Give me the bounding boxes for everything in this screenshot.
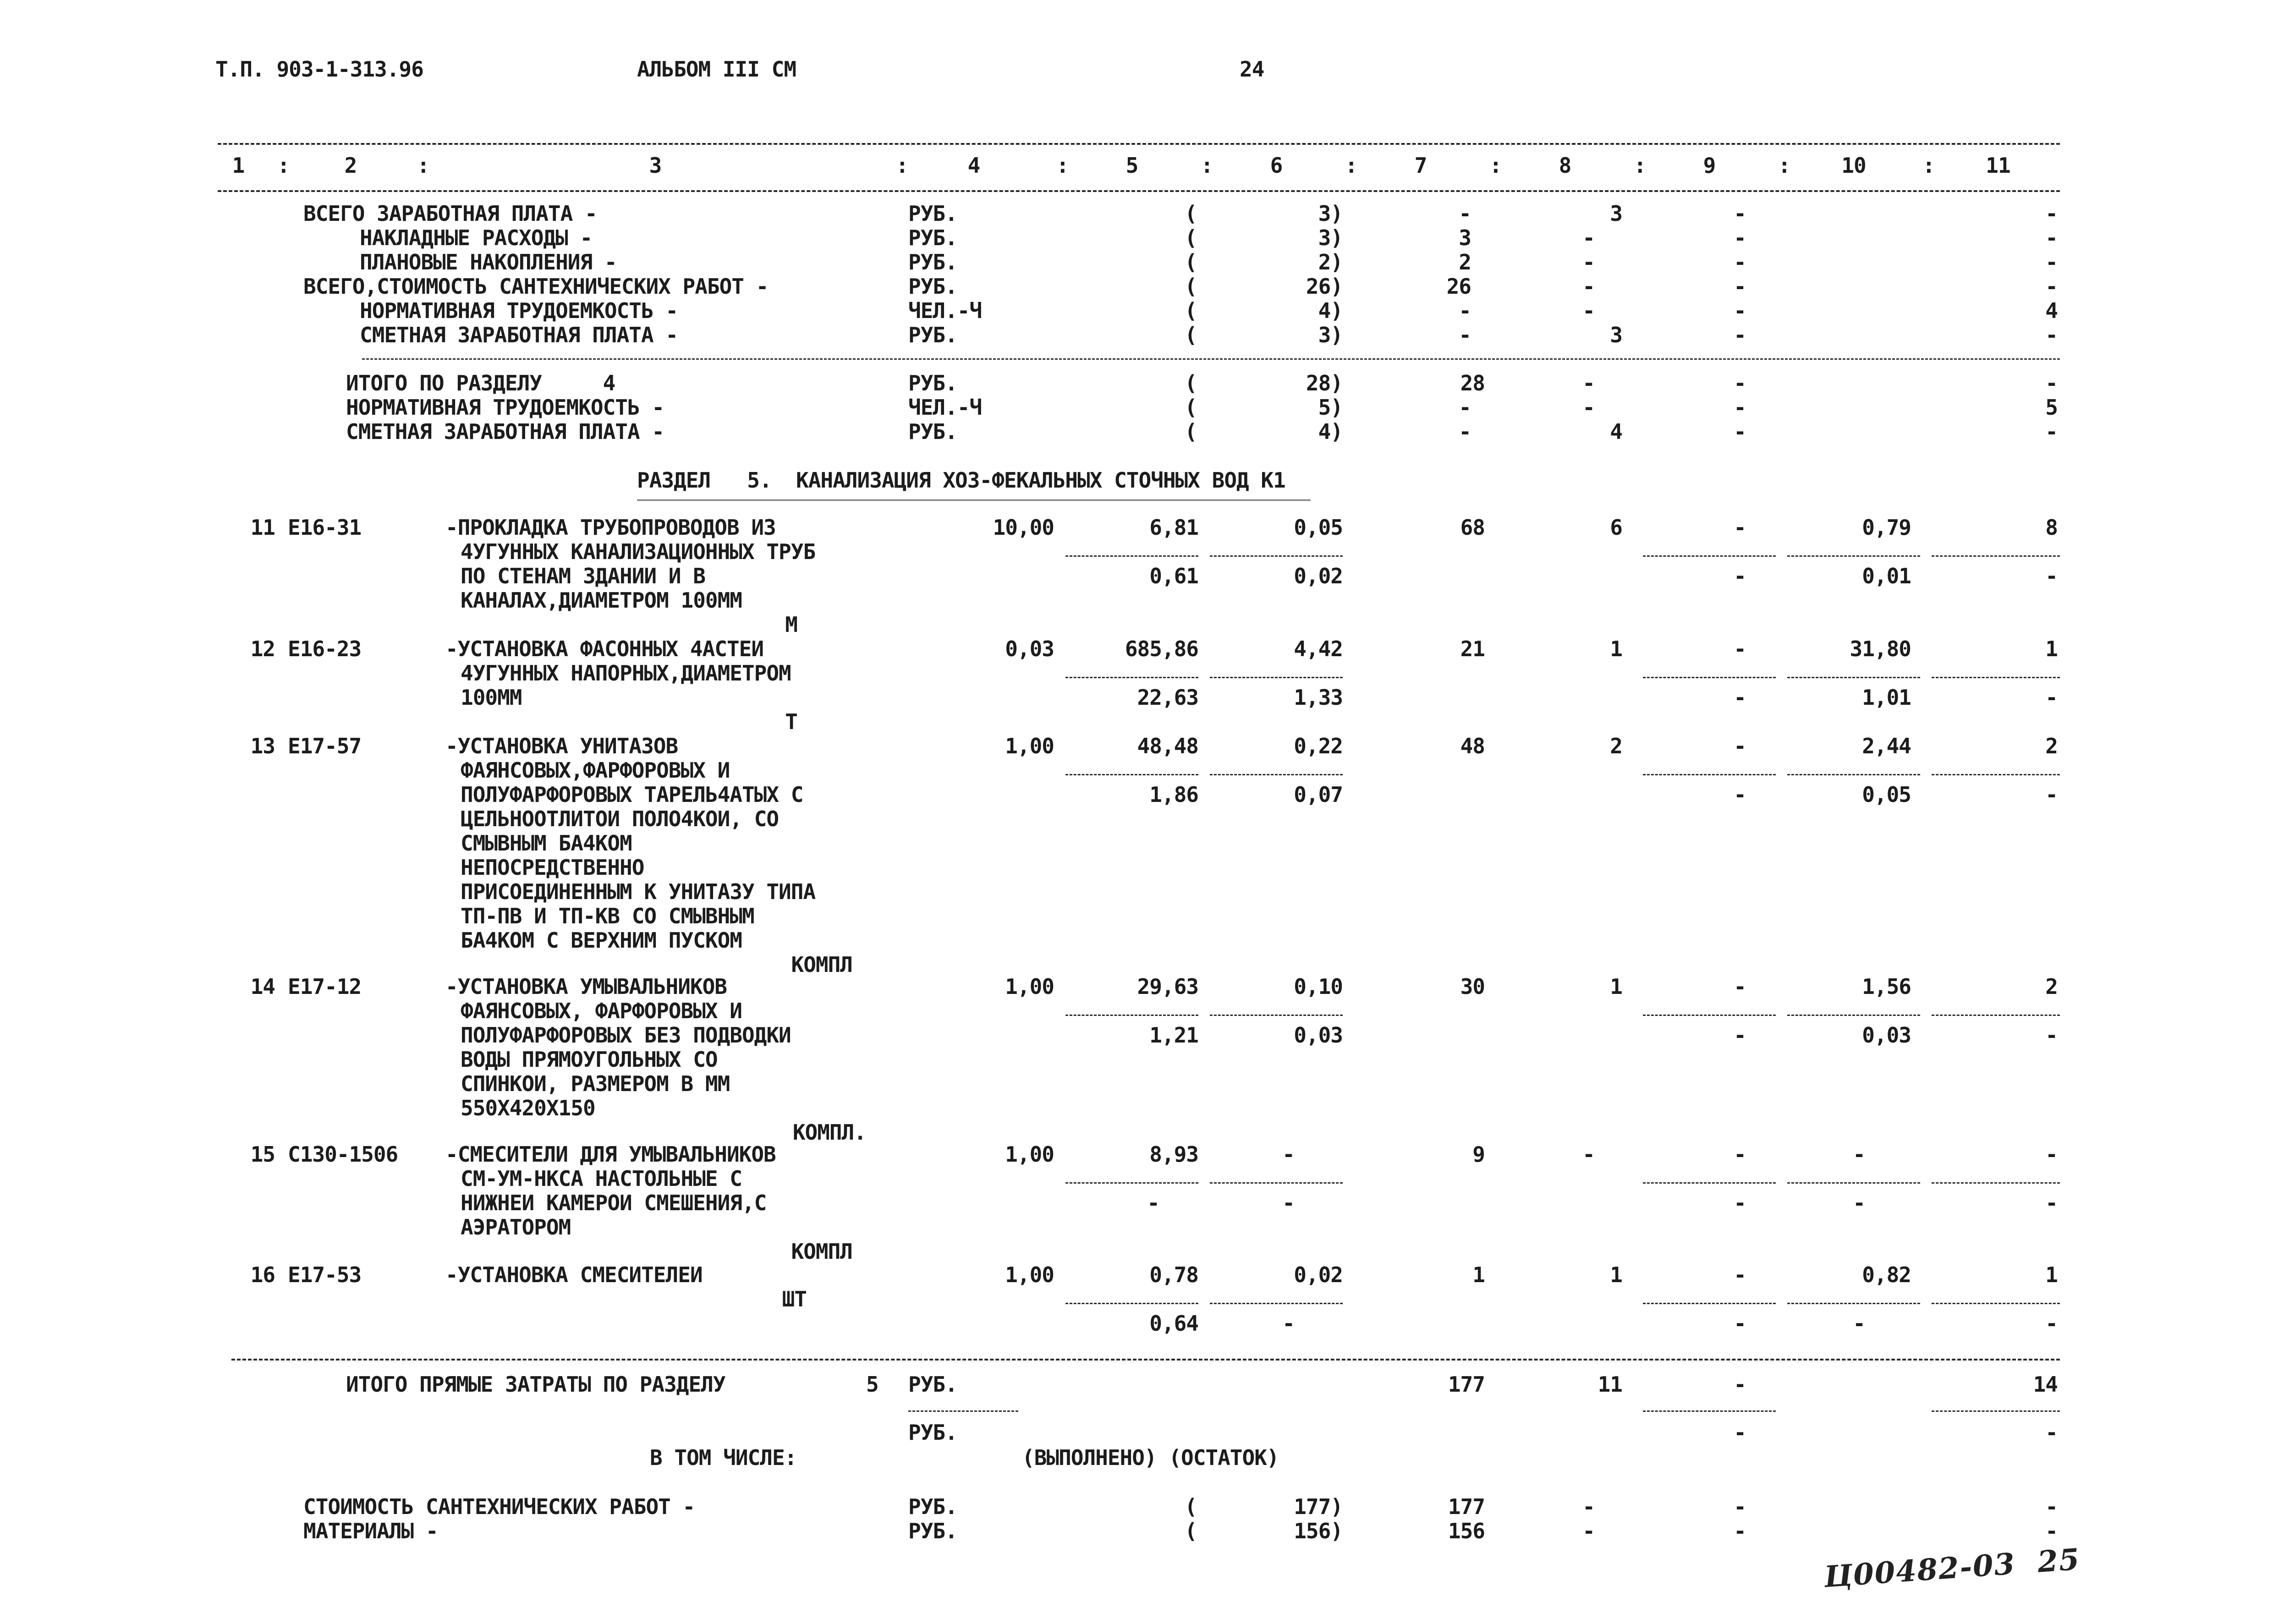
item-number: 11 — [250, 515, 275, 540]
direct-costs-unit-sub: РУБ. — [908, 1420, 957, 1445]
total-unit: РУБ. — [908, 371, 957, 395]
item-description-line: 4УГУННЫХ КАНАЛИЗАЦИОННЫХ ТРУБ — [461, 539, 816, 564]
value-divider — [1643, 774, 1776, 775]
value-divider — [1065, 1303, 1198, 1304]
summary-unit: РУБ. — [908, 323, 957, 347]
total-value: - — [1734, 371, 1746, 395]
summary-value: - — [2045, 225, 2058, 250]
item-description-line: ЦЕЛЬНООТЛИТОИ ПОЛО4КОИ, СО — [461, 807, 779, 831]
item-col11-sub: - — [2045, 685, 2058, 710]
column-separator: : — [1345, 153, 1357, 178]
item-col11-sub: - — [2045, 1191, 2058, 1215]
summary-value: 26) — [1306, 274, 1343, 299]
item-unit-cost-wages: 1,86 — [1149, 782, 1198, 807]
item-description-line: ВОДЫ ПРЯМОУГОЛЬНЫХ СО — [461, 1047, 718, 1072]
item-col11: 1 — [2045, 1262, 2058, 1287]
column-number: 3 — [649, 153, 662, 178]
total-value: - — [1582, 395, 1595, 420]
item-unit-cost: 8,93 — [1149, 1142, 1198, 1167]
summary-unit: РУБ. — [908, 250, 957, 274]
item-unit-labor-wages: 0,07 — [1294, 782, 1343, 807]
column-separator: : — [417, 153, 429, 178]
summary-label: НАКЛАДНЫЕ РАСХОДЫ - — [360, 225, 593, 250]
item-col10: 0,82 — [1862, 1262, 1911, 1287]
summary-value: - — [1582, 274, 1595, 299]
value-divider — [1210, 1015, 1343, 1016]
total-label: СМЕТНАЯ ЗАРАБОТНАЯ ПЛАТА - — [346, 419, 664, 444]
section-end-rule — [231, 1359, 2060, 1361]
item-unit-cost: 685,86 — [1125, 636, 1198, 661]
item-col9-sub: - — [1734, 564, 1746, 588]
header-top-rule — [218, 143, 2060, 145]
direct-costs-col9-sub: - — [1734, 1420, 1746, 1445]
item-code: С130-1506 — [288, 1142, 398, 1167]
item-description-line: НЕПОСРЕДСТВЕННО — [461, 855, 644, 880]
item-col11-sub: - — [2045, 564, 2058, 588]
item-col9-sub: - — [1734, 1311, 1746, 1336]
value-divider — [1210, 1303, 1343, 1304]
column-number: 6 — [1270, 153, 1283, 178]
breakdown-value: 156 — [1448, 1519, 1485, 1543]
total-value: - — [2045, 371, 2058, 395]
direct-costs-col11-sub: - — [2045, 1420, 2058, 1445]
column-number: 11 — [1986, 153, 2010, 178]
column-number: 8 — [1559, 153, 1571, 178]
item-description-line: ФАЯНСОВЫХ,ФАРФОРОВЫХ И — [461, 758, 730, 783]
total-unit: ЧЕЛ.-Ч — [908, 395, 982, 420]
item-code: Е17-57 — [288, 734, 362, 758]
total-value: - — [1734, 395, 1746, 420]
item-col9-sub: - — [1734, 1023, 1746, 1048]
item-col10: 0,79 — [1862, 515, 1911, 540]
breakdown-value: - — [1734, 1494, 1746, 1519]
total-value: - — [1582, 371, 1595, 395]
item-col10-sub: 0,03 — [1862, 1023, 1911, 1048]
item-description-line: КАНАЛАХ,ДИАМЕТРОМ 100ММ — [461, 588, 742, 613]
item-total-cost: 21 — [1460, 636, 1485, 661]
value-divider — [1210, 1182, 1343, 1184]
item-col11: 1 — [2045, 636, 2058, 661]
item-total-wages: 6 — [1610, 515, 1622, 540]
value-divider — [1065, 677, 1198, 678]
summary-value: - — [1459, 298, 1471, 323]
column-number: 5 — [1126, 153, 1138, 178]
item-col11-sub: - — [2045, 1311, 2058, 1336]
item-description-line: -УСТАНОВКА УНИТАЗОВ — [445, 734, 678, 758]
breakdown-label: СТОИМОСТЬ САНТЕХНИЧЕСКИХ РАБОТ - — [303, 1494, 695, 1519]
summary-value: 26 — [1446, 274, 1471, 299]
item-col10: 2,44 — [1862, 734, 1911, 758]
item-col9: - — [1734, 1262, 1746, 1287]
total-label: ИТОГО ПО РАЗДЕЛУ 4 — [346, 371, 615, 395]
total-paren: ( — [1185, 371, 1197, 395]
value-divider — [1065, 555, 1198, 557]
item-unit: М — [785, 612, 797, 637]
value-divider — [1643, 1015, 1776, 1016]
item-unit-labor-wages: - — [1282, 1311, 1295, 1336]
item-unit-cost: 0,78 — [1149, 1262, 1198, 1287]
value-divider — [1065, 774, 1198, 775]
breakdown-unit: РУБ. — [908, 1494, 957, 1519]
summary-unit: РУБ. — [908, 225, 957, 250]
direct-costs-label: ИТОГО ПРЯМЫЕ ЗАТРАТЫ ПО РАЗДЕЛУ — [346, 1372, 725, 1397]
summary-paren: ( — [1185, 298, 1197, 323]
column-separator: : — [1056, 153, 1069, 178]
item-description-line: БА4КОМ С ВЕРХНИМ ПУСКОМ — [461, 928, 742, 953]
breakdown-value: 177) — [1294, 1494, 1343, 1519]
item-description-line: 550Х420Х150 — [461, 1096, 595, 1120]
item-unit-cost: 48,48 — [1137, 734, 1198, 758]
summary-value: - — [1459, 201, 1471, 226]
breakdown-paren: ( — [1185, 1494, 1197, 1519]
item-number: 12 — [250, 636, 275, 661]
item-description-line: -УСТАНОВКА СМЕСИТЕЛЕИ — [445, 1262, 703, 1287]
item-col10: - — [1853, 1142, 1865, 1167]
direct-costs-col11: 14 — [2033, 1372, 2058, 1397]
column-number: 4 — [967, 153, 980, 178]
total-value: - — [1459, 395, 1471, 420]
item-unit-labor-wages: 0,03 — [1294, 1023, 1343, 1048]
value-divider — [1643, 1410, 1776, 1412]
item-number: 16 — [250, 1262, 275, 1287]
total-label: НОРМАТИВНАЯ ТРУДОЕМКОСТЬ - — [346, 395, 664, 420]
item-col9-sub: - — [1734, 1191, 1746, 1215]
summary-value: 3) — [1318, 201, 1343, 226]
summary-paren: ( — [1185, 274, 1197, 299]
item-total-wages: 2 — [1610, 734, 1622, 758]
item-description-line: ТП-ПВ И ТП-КВ СО СМЫВНЫМ — [461, 904, 754, 928]
item-col9: - — [1734, 515, 1746, 540]
item-total-cost: 48 — [1460, 734, 1485, 758]
item-col11: 2 — [2045, 974, 2058, 999]
item-code: Е16-23 — [288, 636, 362, 661]
item-unit: Т — [785, 709, 797, 734]
summary-value: - — [1734, 274, 1746, 299]
item-unit-labor: 0,02 — [1294, 1262, 1343, 1287]
including-label: В ТОМ ЧИСЛЕ: — [650, 1445, 797, 1470]
summary-paren: ( — [1185, 201, 1197, 226]
item-unit: ШТ — [782, 1287, 807, 1311]
item-unit-labor-wages: - — [1282, 1191, 1295, 1215]
item-unit-labor: 0,10 — [1294, 974, 1343, 999]
summary-value: - — [1459, 323, 1471, 347]
item-description-line: СПИНКОИ, РАЗМЕРОМ В ММ — [461, 1071, 730, 1096]
direct-costs-col9: - — [1734, 1372, 1746, 1397]
value-divider — [1787, 1015, 1920, 1016]
section-title: РАЗДЕЛ 5. КАНАЛИЗАЦИЯ ХОЗ-ФЕКАЛЬНЫХ СТОЧНЫХ ВОД К1 — [637, 468, 1285, 493]
summary-value: 2 — [1459, 250, 1471, 274]
value-divider — [1643, 1182, 1776, 1184]
item-number: 14 — [250, 974, 275, 999]
direct-costs-total: 177 — [1448, 1372, 1485, 1397]
item-unit-labor-wages: 0,02 — [1294, 564, 1343, 588]
total-paren: ( — [1185, 419, 1197, 444]
item-col10: 31,80 — [1850, 636, 1911, 661]
item-description-line: -ПРОКЛАДКА ТРУБОПРОВОДОВ ИЗ — [445, 515, 776, 540]
summary-value: - — [1734, 250, 1746, 274]
summary-value: 4) — [1318, 298, 1343, 323]
column-separator: : — [1489, 153, 1502, 178]
value-divider — [1643, 677, 1776, 678]
page-number: 24 — [1240, 57, 1264, 82]
item-col11-sub: - — [2045, 782, 2058, 807]
direct-costs-unit: РУБ. — [908, 1372, 957, 1397]
total-unit: РУБ. — [908, 419, 957, 444]
value-divider — [1210, 555, 1343, 557]
value-divider — [1210, 677, 1343, 678]
handwritten-archive-number: Ц00482-03 25 — [1823, 1542, 2081, 1595]
item-unit-labor: 4,42 — [1294, 636, 1343, 661]
item-unit-labor: 0,22 — [1294, 734, 1343, 758]
total-value: 4) — [1318, 419, 1343, 444]
item-total-cost: 1 — [1472, 1262, 1485, 1287]
item-unit-cost-wages: 0,61 — [1149, 564, 1198, 588]
item-col9: - — [1734, 1142, 1746, 1167]
value-divider — [1932, 1015, 2060, 1016]
item-col9-sub: - — [1734, 782, 1746, 807]
column-number: 9 — [1703, 153, 1716, 178]
summary-value: - — [1582, 225, 1595, 250]
item-unit: КОМПЛ — [791, 1239, 852, 1264]
breakdown-value: - — [1582, 1519, 1595, 1543]
item-col10: 1,56 — [1862, 974, 1911, 999]
item-total-cost: 68 — [1460, 515, 1485, 540]
total-value: 5) — [1318, 395, 1343, 420]
item-description-line: СМЫВНЫМ БА4КОМ — [461, 831, 632, 856]
item-total-wages: 1 — [1610, 974, 1622, 999]
column-separator: : — [1922, 153, 1935, 178]
summary-label: ВСЕГО,СТОИМОСТЬ САНТЕХНИЧЕСКИХ РАБОТ - — [303, 274, 769, 299]
value-divider — [1787, 677, 1920, 678]
summary-value: - — [1734, 201, 1746, 226]
item-col10-sub: 0,01 — [1862, 564, 1911, 588]
value-divider — [1932, 677, 2060, 678]
summary-divider — [362, 358, 2060, 360]
item-description-line: СМ-УМ-НКСА НАСТОЛЬНЫЕ С — [461, 1166, 742, 1191]
item-description-line: -УСТАНОВКА УМЫВАЛЬНИКОВ — [445, 974, 727, 999]
column-number: 7 — [1414, 153, 1427, 178]
summary-paren: ( — [1185, 250, 1197, 274]
value-divider — [908, 1410, 1018, 1412]
summary-value: - — [2045, 201, 2058, 226]
item-description-line: 4УГУННЫХ НАПОРНЫХ,ДИАМЕТРОМ — [461, 661, 791, 686]
value-divider — [1065, 1015, 1198, 1016]
item-description-line: 100ММ — [461, 685, 522, 710]
column-number: 1 — [232, 153, 245, 178]
summary-label: НОРМАТИВНАЯ ТРУДОЕМКОСТЬ - — [360, 298, 678, 323]
breakdown-paren: ( — [1185, 1519, 1197, 1543]
item-code: Е16-31 — [288, 515, 362, 540]
item-code: Е17-53 — [288, 1262, 362, 1287]
value-divider — [1932, 555, 2060, 557]
item-total-wages: - — [1582, 1142, 1595, 1167]
summary-value: - — [2045, 274, 2058, 299]
album-label: АЛЬБОМ III СМ — [637, 57, 796, 82]
summary-label: ВСЕГО ЗАРАБОТНАЯ ПЛАТА - — [303, 201, 597, 226]
summary-unit: РУБ. — [908, 201, 957, 226]
direct-costs-wages: 11 — [1598, 1372, 1622, 1397]
summary-value: 4 — [2045, 298, 2058, 323]
total-value: 28) — [1306, 371, 1343, 395]
breakdown-value: 156) — [1294, 1519, 1343, 1543]
item-quantity: 1,00 — [1005, 1262, 1054, 1287]
item-col10-sub: 0,05 — [1862, 782, 1911, 807]
item-col9-sub: - — [1734, 685, 1746, 710]
item-unit-labor: 0,05 — [1294, 515, 1343, 540]
breakdown-value: - — [2045, 1519, 2058, 1543]
summary-value: 3 — [1610, 323, 1622, 347]
summary-unit: РУБ. — [908, 274, 957, 299]
item-unit-cost: 29,63 — [1137, 974, 1198, 999]
total-paren: ( — [1185, 395, 1197, 420]
item-description-line: -СМЕСИТЕЛИ ДЛЯ УМЫВАЛЬНИКОВ — [445, 1142, 776, 1167]
summary-label: ПЛАНОВЫЕ НАКОПЛЕНИЯ - — [360, 250, 617, 274]
column-separator: : — [277, 153, 290, 178]
total-value: - — [1459, 419, 1471, 444]
value-divider — [1932, 1303, 2060, 1304]
summary-value: 3 — [1610, 201, 1622, 226]
total-value: 28 — [1460, 371, 1485, 395]
total-value: - — [2045, 419, 2058, 444]
column-number: 10 — [1841, 153, 1866, 178]
summary-unit: ЧЕЛ.-Ч — [908, 298, 982, 323]
breakdown-label: МАТЕРИАЛЫ - — [303, 1519, 438, 1543]
summary-value: - — [1734, 225, 1746, 250]
item-unit: КОМПЛ — [791, 952, 852, 977]
value-divider — [1643, 555, 1776, 557]
item-col10-sub: 1,01 — [1862, 685, 1911, 710]
item-unit-cost: 6,81 — [1149, 515, 1198, 540]
item-description-line: ПОЛУФАРФОРОВЫХ ТАРЕЛЬ4АТЫХ С — [461, 782, 803, 807]
value-divider — [1065, 1182, 1198, 1184]
item-col9: - — [1734, 734, 1746, 758]
item-unit: КОМПЛ. — [792, 1120, 866, 1145]
item-col11: 2 — [2045, 734, 2058, 758]
item-total-wages: 1 — [1610, 636, 1622, 661]
value-divider — [1787, 1303, 1920, 1304]
summary-paren: ( — [1185, 225, 1197, 250]
value-divider — [1932, 1410, 2060, 1412]
item-quantity: 1,00 — [1005, 1142, 1054, 1167]
done-rest-label: (ВЫПОЛНЕНО) (ОСТАТОК) — [1022, 1445, 1279, 1470]
summary-value: 3) — [1318, 323, 1343, 347]
value-divider — [1932, 1182, 2060, 1184]
item-description-line: ФАЯНСОВЫХ, ФАРФОРОВЫХ И — [461, 999, 742, 1023]
summary-value: - — [1734, 323, 1746, 347]
breakdown-value: - — [1582, 1494, 1595, 1519]
item-quantity: 1,00 — [1005, 734, 1054, 758]
value-divider — [1787, 1182, 1920, 1184]
item-unit-cost-wages: 1,21 — [1149, 1023, 1198, 1048]
breakdown-value: - — [2045, 1494, 2058, 1519]
total-value: 5 — [2045, 395, 2058, 420]
item-number: 15 — [250, 1142, 275, 1167]
column-separator: : — [1201, 153, 1213, 178]
item-unit-labor-wages: 1,33 — [1294, 685, 1343, 710]
item-description-line: ПОЛУФАРФОРОВЫХ БЕЗ ПОДВОДКИ — [461, 1023, 791, 1048]
item-total-cost: 9 — [1472, 1142, 1485, 1167]
item-quantity: 1,00 — [1005, 974, 1054, 999]
summary-paren: ( — [1185, 323, 1197, 347]
breakdown-unit: РУБ. — [908, 1519, 957, 1543]
item-description-line: ПО СТЕНАМ ЗДАНИИ И В — [461, 564, 705, 588]
summary-value: - — [1582, 250, 1595, 274]
total-value: 4 — [1610, 419, 1622, 444]
item-description-line: АЭРАТОРОМ — [461, 1215, 571, 1240]
item-unit-labor: - — [1282, 1142, 1295, 1167]
item-description-line: ПРИСОЕДИНЕННЫМ К УНИТАЗУ ТИПА — [461, 879, 816, 904]
item-col10-sub: - — [1853, 1191, 1865, 1215]
item-unit-cost-wages: - — [1147, 1191, 1159, 1215]
section-title-underline — [637, 499, 1311, 503]
item-col11: 8 — [2045, 515, 2058, 540]
column-number: 2 — [344, 153, 357, 178]
item-code: Е17-12 — [288, 974, 362, 999]
summary-value: 2) — [1318, 250, 1343, 274]
item-total-cost: 30 — [1460, 974, 1485, 999]
summary-value: 3) — [1318, 225, 1343, 250]
summary-value: - — [2045, 250, 2058, 274]
column-separator: : — [1778, 153, 1790, 178]
item-col11-sub: - — [2045, 1023, 2058, 1048]
item-unit-cost-wages: 0,64 — [1149, 1311, 1198, 1336]
item-number: 13 — [250, 734, 275, 758]
item-description-line: -УСТАНОВКА ФАСОННЫХ 4АСТЕИ — [445, 636, 764, 661]
value-divider — [1210, 774, 1343, 775]
value-divider — [1787, 555, 1920, 557]
item-total-wages: 1 — [1610, 1262, 1622, 1287]
breakdown-value: 177 — [1448, 1494, 1485, 1519]
item-description-line: НИЖНЕИ КАМЕРОИ СМЕШЕНИЯ,С — [461, 1191, 767, 1215]
header-bottom-rule — [218, 190, 2060, 192]
item-quantity: 10,00 — [993, 515, 1054, 540]
summary-value: - — [2045, 323, 2058, 347]
direct-costs-section: 5 — [866, 1372, 878, 1397]
summary-value: - — [1582, 298, 1595, 323]
document-code: Т.П. 903-1-313.96 — [215, 57, 423, 82]
item-col11: - — [2045, 1142, 2058, 1167]
item-col9: - — [1734, 636, 1746, 661]
total-value: - — [1734, 419, 1746, 444]
value-divider — [1643, 1303, 1776, 1304]
item-unit-cost-wages: 22,63 — [1137, 685, 1198, 710]
summary-value: - — [1734, 298, 1746, 323]
summary-label: СМЕТНАЯ ЗАРАБОТНАЯ ПЛАТА - — [360, 323, 678, 347]
value-divider — [1787, 774, 1920, 775]
column-separator: : — [896, 153, 908, 178]
item-col10-sub: - — [1853, 1311, 1865, 1336]
breakdown-value: - — [1734, 1519, 1746, 1543]
summary-value: 3 — [1459, 225, 1471, 250]
item-col9: - — [1734, 974, 1746, 999]
column-separator: : — [1634, 153, 1646, 178]
item-quantity: 0,03 — [1005, 636, 1054, 661]
value-divider — [1932, 774, 2060, 775]
